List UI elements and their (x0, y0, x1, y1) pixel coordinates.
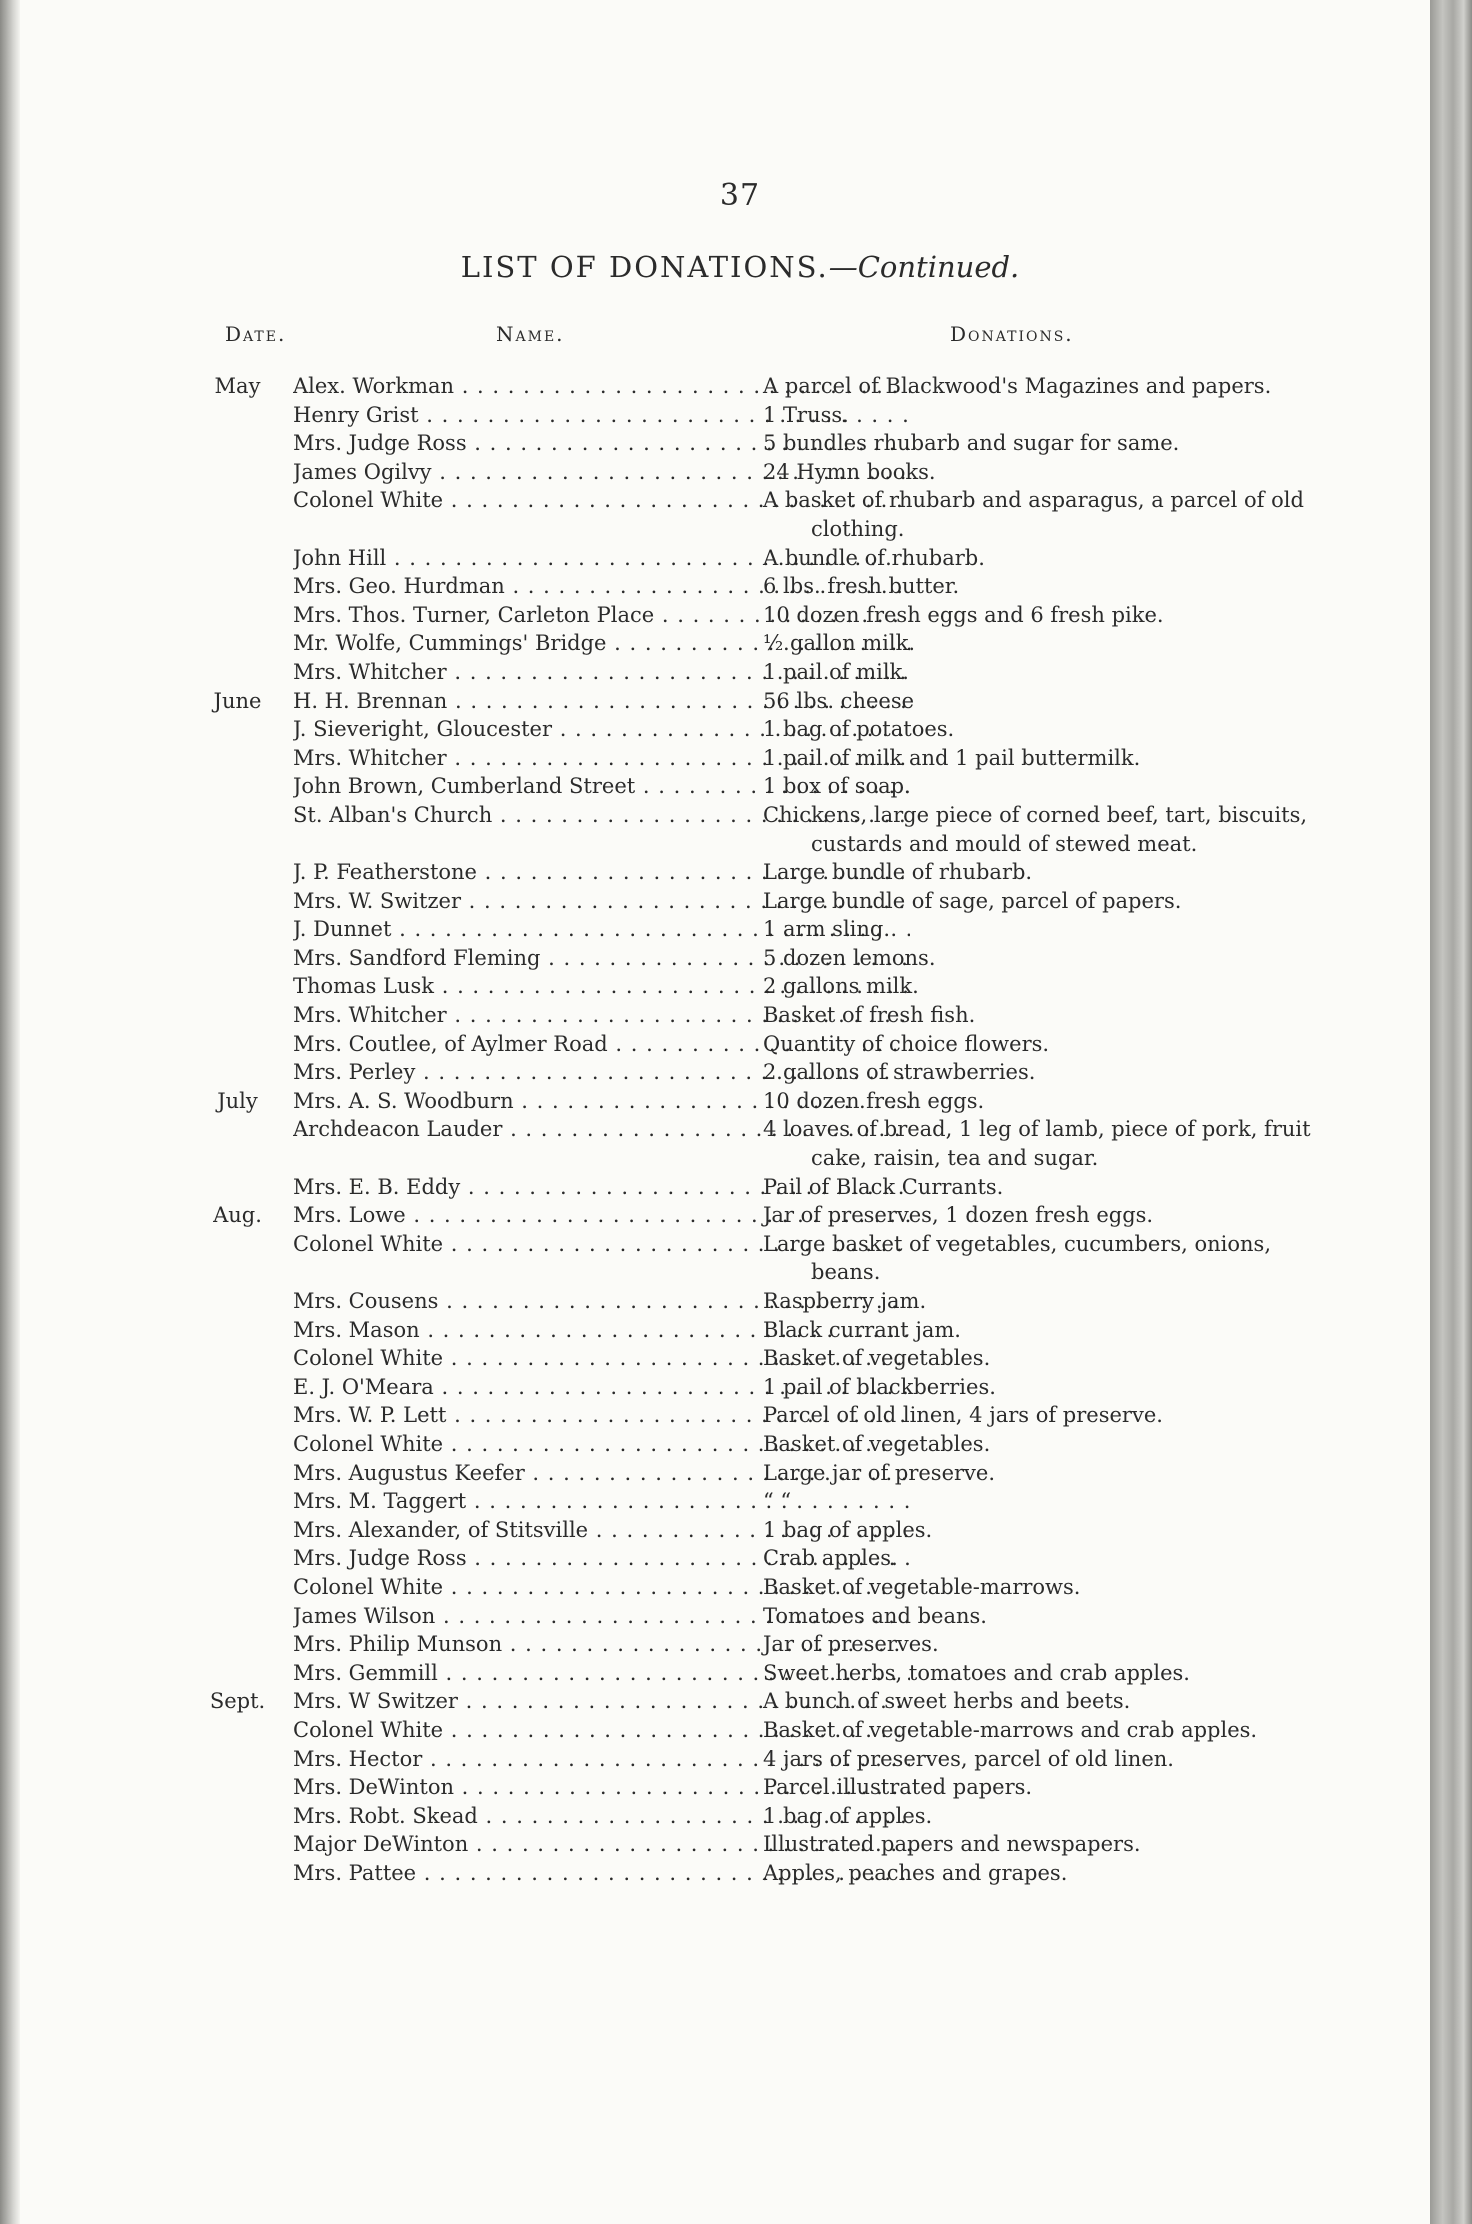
row-donor-name: Mrs. Perley . . . (293, 1058, 910, 1087)
column-header-donations: Donations. (950, 322, 1074, 346)
row-donation: 56 lbs. cheese (763, 688, 915, 713)
row-donor-name: H. H. Brennan . . . (293, 687, 910, 716)
row-donor-name: Mrs. Gemmill . . . (293, 1659, 910, 1688)
heading-title: LIST OF DONATIONS. (460, 250, 829, 284)
row-donation: A bunch of sweet herbs and beets. (763, 1689, 1131, 1714)
row-donor-name: Colonel White . . . (293, 1573, 910, 1602)
row-donation: Apples, peaches and grapes. (763, 1860, 1068, 1885)
row-donor-name: Mrs. A. S. Woodburn . . . (293, 1087, 910, 1116)
table-row (200, 1373, 1280, 1402)
row-donor-name: Mrs. Augustus Keefer . . . (293, 1459, 910, 1488)
table-row (200, 658, 1280, 687)
table-row (200, 1316, 1280, 1345)
table-row (200, 1602, 1280, 1631)
row-donor-name: Mrs. Geo. Hurdman . . . (293, 572, 910, 601)
table-row (200, 772, 1280, 801)
row-donor-name: James Ogilvy . . . (293, 458, 910, 487)
table-row (200, 858, 1280, 887)
column-header-name: Name. (496, 322, 565, 346)
row-donation: A parcel of Blackwood's Magazines and papers. (763, 374, 1272, 398)
row-donation: Pail of Black Currants. (763, 1174, 1004, 1199)
row-month: May (214, 374, 261, 398)
row-donor-name: Mrs. Whitcher . . . (293, 1001, 910, 1030)
row-donation: Large bundle of sage, parcel of papers. (763, 888, 1182, 913)
table-row (200, 372, 1280, 401)
row-donor-name: St. Alban's Church . . . (293, 801, 910, 830)
row-donor-name: Archdeacon Lauder . . . (293, 1115, 910, 1144)
table-row (200, 1687, 1280, 1716)
row-donor-name: Colonel White . . . (293, 1344, 910, 1373)
row-donation: Large bundle of rhubarb. (763, 860, 1033, 885)
column-header-date: Date. (225, 322, 287, 346)
table-row (200, 1802, 1280, 1831)
row-donation: Tomatoes and beans. (763, 1603, 987, 1628)
table-row (200, 801, 1308, 858)
row-donation: Large basket of vegetables, cucumbers, onions, beans. (763, 1231, 1272, 1285)
row-donation: A bundle of rhubarb. (763, 545, 985, 570)
table-row (200, 1430, 1280, 1459)
table-row (200, 744, 1280, 773)
row-donor-name: Mrs. W. P. Lett . . . (293, 1401, 910, 1430)
row-donation: Basket of vegetable-marrows. (763, 1574, 1081, 1599)
document-page (200, 0, 1311, 2224)
row-donation: 1 pail of milk. (763, 659, 909, 684)
row-donor-name: Mrs. Thos. Turner, Carleton Place . . . (293, 601, 910, 630)
row-donation: “ “ (763, 1489, 792, 1514)
table-row (200, 1659, 1280, 1688)
row-donor-name: Mrs. M. Taggert . . . (293, 1487, 910, 1516)
page-heading (200, 250, 1280, 284)
row-month: Sept. (209, 1689, 266, 1714)
row-donation: A basket of rhubarb and asparagus, a parcel of old clothing. (763, 488, 1304, 541)
row-donation: Crab apples. (763, 1546, 898, 1571)
row-donation: Basket of vegetable-marrows and crab apples. (763, 1717, 1258, 1742)
row-donor-name: Mrs. Coutlee, of Aylmer Road . . . (293, 1030, 910, 1059)
row-month: Aug. (213, 1203, 262, 1228)
table-row (200, 1001, 1280, 1030)
row-donor-name: Mrs. Cousens . . . (293, 1287, 910, 1316)
row-donor-name: James Wilson . . . (293, 1602, 910, 1631)
row-donor-name: Mrs. E. B. Eddy . . . (293, 1173, 910, 1202)
row-donation: 24 Hymn books. (763, 459, 936, 484)
row-donor-name: Henry Grist . . . (293, 401, 910, 430)
table-row (200, 1459, 1280, 1488)
row-donation: 2 gallons of strawberries. (763, 1060, 1036, 1085)
table-row (200, 544, 1280, 573)
row-donor-name: John Brown, Cumberland Street . . . (293, 772, 910, 801)
table-row (200, 1201, 1280, 1230)
table-row (200, 1830, 1280, 1859)
row-donor-name: Mrs. W. Switzer . . . (293, 887, 910, 916)
row-donor-name: Mrs. Judge Ross . . . (293, 1544, 910, 1573)
table-row (200, 1058, 1280, 1087)
row-donor-name: Mrs. Alexander, of Stitsville . . . (293, 1516, 910, 1545)
row-donation: Parcel of old linen, 4 jars of preserve. (763, 1403, 1163, 1428)
page-number: 37 (719, 178, 761, 213)
row-donation: Black currant jam. (763, 1317, 961, 1342)
row-donation: Jar of preserves, 1 dozen fresh eggs. (763, 1203, 1154, 1228)
row-donation: 2 gallons milk. (763, 974, 919, 999)
row-donor-name: Mrs. Robt. Skead . . . (293, 1802, 910, 1831)
table-row (200, 401, 1280, 430)
row-donation: 1 pail of milk and 1 pail buttermilk. (763, 745, 1141, 770)
page-edge-stack (1430, 0, 1472, 2224)
row-donation: 1 arm sling. (763, 917, 891, 942)
table-row (200, 1544, 1280, 1573)
row-donation: Chickens, large piece of corned beef, tart, biscuits, custards and mould of stewed meat. (763, 802, 1308, 856)
table-row (200, 687, 1280, 716)
row-donation: Basket of vegetables. (763, 1431, 991, 1456)
row-donation: 5 bundles rhubarb and sugar for same. (763, 431, 1180, 456)
row-month: July (217, 1088, 258, 1113)
row-donor-name: Colonel White . . . (293, 1716, 910, 1745)
row-donor-name: Colonel White . . . (293, 1430, 910, 1459)
row-donor-name: Mrs. Philip Munson . . . (293, 1630, 910, 1659)
table-row (200, 1230, 1280, 1287)
row-donation: 4 loaves of bread, 1 leg of lamb, piece of pork, fruit cake, raisin, tea and sugar. (763, 1117, 1311, 1171)
row-donation: 1 bag of potatoes. (763, 717, 955, 742)
table-row (200, 486, 1304, 543)
row-donor-name: Mrs. DeWinton . . . (293, 1773, 910, 1802)
row-donation: 10 dozen fresh eggs and 6 fresh pike. (763, 602, 1164, 627)
row-donor-name: Mrs. Whitcher . . . (293, 744, 910, 773)
table-row (200, 944, 1280, 973)
row-donation: Jar of preserves. (763, 1632, 939, 1657)
table-row (200, 1859, 1280, 1888)
row-donor-name: Mrs. Hector . . . (293, 1745, 910, 1774)
table-row (200, 1030, 1280, 1059)
table-row (200, 1173, 1280, 1202)
row-donation: 1 bag of apples. (763, 1517, 933, 1542)
table-row (200, 972, 1280, 1001)
row-donor-name: E. J. O'Meara . . . (293, 1373, 910, 1402)
row-donor-name: Mrs. Mason . . . (293, 1316, 910, 1345)
table-row (200, 429, 1280, 458)
table-row (200, 915, 1280, 944)
table-row (200, 1716, 1280, 1745)
row-donor-name: Mrs. Judge Ross . . . (293, 429, 910, 458)
row-donation: Illustrated papers and newspapers. (763, 1832, 1141, 1857)
table-row (200, 1573, 1280, 1602)
row-donation: Raspberry jam. (763, 1289, 927, 1313)
heading-continued: —Continued. (828, 250, 1020, 284)
table-row (200, 1630, 1280, 1659)
row-donation: 1 pail of blackberries. (763, 1374, 996, 1399)
row-donor-name: Alex. Workman . . . (293, 372, 910, 401)
table-row (200, 1401, 1280, 1430)
row-donor-name: Mrs. W Switzer . . . (293, 1687, 910, 1716)
row-donor-name: Thomas Lusk . . . (293, 972, 910, 1001)
row-donor-name: Mr. Wolfe, Cummings' Bridge . . . (293, 629, 910, 658)
table-row (200, 629, 1280, 658)
table-row (200, 1287, 1280, 1316)
row-donation: 5 dozen lemons. (763, 945, 936, 970)
row-donation: ½ gallon milk. (763, 631, 916, 656)
row-donation: 6 lbs. fresh butter. (763, 574, 960, 599)
row-donation: 1 bag of apples. (763, 1803, 933, 1828)
table-row (200, 1344, 1280, 1373)
table-row (200, 1516, 1280, 1545)
row-donation: Quantity of choice flowers. (763, 1031, 1050, 1056)
row-donor-name: Colonel White . . . (293, 1230, 910, 1259)
table-row (200, 1087, 1280, 1116)
row-donor-name: Mrs. Sandford Fleming . . . (293, 944, 910, 973)
row-donor-name: Mrs. Pattee . . . (293, 1859, 910, 1888)
row-donation: Basket of fresh fish. (763, 1003, 976, 1028)
row-donation: 1 Truss. (763, 402, 849, 427)
row-donation: Large jar of preserve. (763, 1460, 996, 1485)
table-row (200, 601, 1280, 630)
table-row (200, 1487, 1280, 1516)
row-donation: 4 jars of preserves, parcel of old linen. (763, 1746, 1174, 1771)
row-donor-name: Mrs. Lowe . . . (293, 1201, 910, 1230)
row-donor-name: J. Dunnet . . . (293, 915, 910, 944)
row-donor-name: J. Sieveright, Gloucester . . . (293, 715, 910, 744)
table-row (200, 458, 1280, 487)
row-donation: Basket of vegetables. (763, 1346, 991, 1371)
row-donor-name: Major DeWinton . . . (293, 1830, 910, 1859)
table-row (200, 1115, 1311, 1172)
table-row (200, 1745, 1280, 1774)
row-donation: Parcel illustrated papers. (763, 1775, 1033, 1800)
row-donation: 10 dozen fresh eggs. (763, 1088, 985, 1113)
binding-edge (0, 0, 20, 2224)
donation-list (200, 372, 1311, 1887)
table-row (200, 572, 1280, 601)
table-row (200, 1773, 1280, 1802)
table-row (200, 715, 1280, 744)
row-donor-name: Mrs. Whitcher . . . (293, 658, 910, 687)
row-donor-name: John Hill . . . (293, 544, 910, 573)
row-donation: 1 box of soap. (763, 774, 911, 799)
row-month: June (213, 688, 262, 713)
row-donor-name: J. P. Featherstone . . . (293, 858, 910, 887)
row-donor-name: Colonel White . . . (293, 486, 910, 515)
table-row (200, 887, 1280, 916)
row-donation: Sweet herbs, tomatoes and crab apples. (763, 1660, 1190, 1685)
